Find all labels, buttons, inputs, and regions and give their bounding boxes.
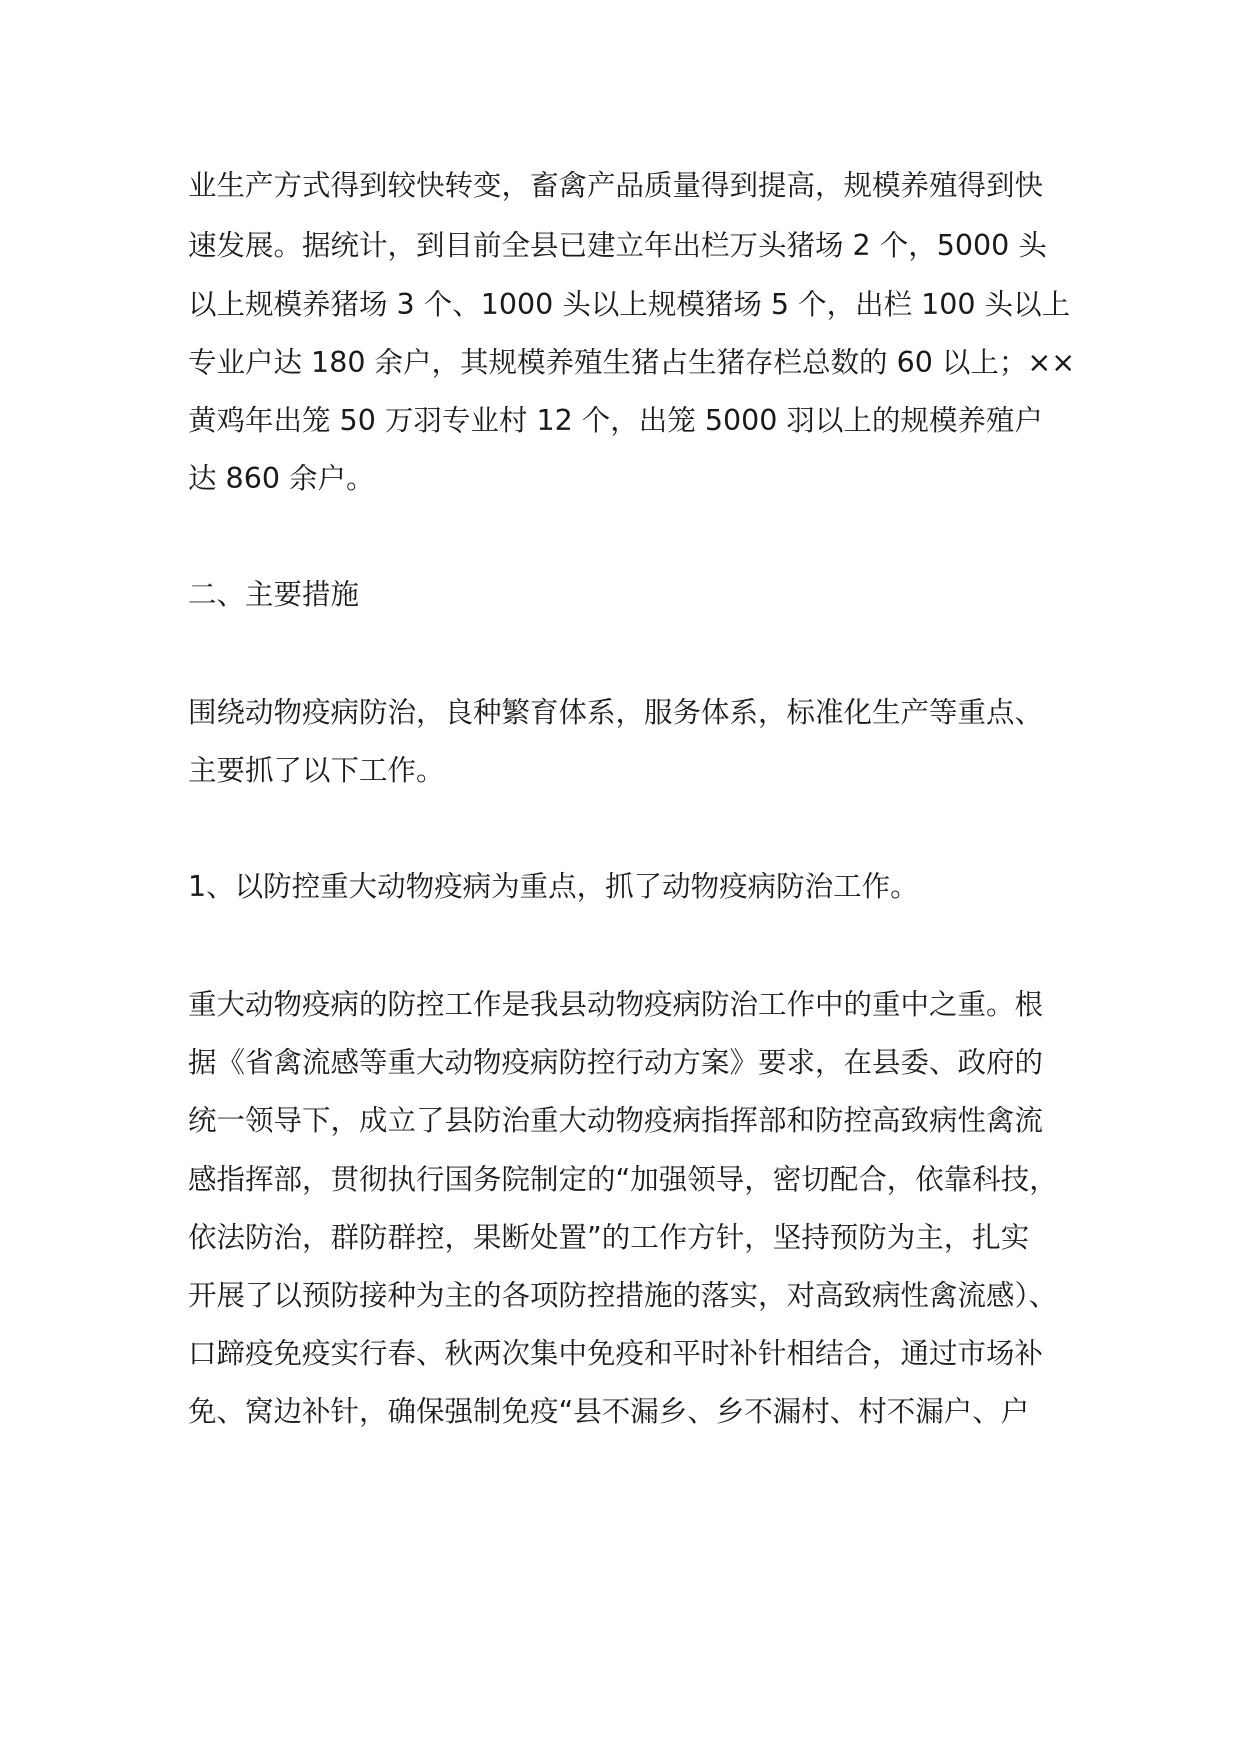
- text-line: 口蹄疫免疫实行春、秋两次集中免疫和平时补针相结合，通过市场补: [188, 1337, 1044, 1370]
- text-line: 据《省禽流感等重大动物疫病防控行动方案》要求，在县委、政府的: [188, 1046, 1044, 1079]
- text-line: 专业户达 180 余户，其规模养殖生猪占生猪存栏总数的 60 以上；××: [188, 346, 1076, 379]
- text-line: 以上规模养猪场 3 个、1000 头以上规模猪场 5 个，出栏 100 头以上: [188, 288, 1071, 321]
- text-line: 主要抓了以下工作。: [188, 754, 445, 787]
- text-line: 速发展。据统计，到目前全县已建立年出栏万头猪场 2 个，5000 头: [188, 229, 1047, 262]
- text-line: 感指挥部，贯彻执行国务院制定的“加强领导，密切配合，依靠科技，: [188, 1163, 1058, 1196]
- text-line: 围绕动物疫病防治，良种繁育体系，服务体系，标准化生产等重点、: [188, 696, 1044, 729]
- text-line: 达 860 余户。: [188, 462, 375, 495]
- text-line: 开展了以预防接种为主的各项防控措施的落实，对高致病性禽流感）、: [188, 1279, 1058, 1312]
- text-line: 统一领导下，成立了县防治重大动物疫病指挥部和防控高致病性禽流: [188, 1104, 1044, 1137]
- text-line: 免、窝边补针，确保强制免疫“县不漏乡、乡不漏村、村不漏户、户: [188, 1395, 1030, 1428]
- text-line: 业生产方式得到较快转变，畜禽产品质量得到提高，规模养殖得到快: [188, 169, 1044, 202]
- text-line: 重大动物疫病的防控工作是我县动物疫病防治工作中的重中之重。根: [188, 988, 1044, 1021]
- section-heading: 二、主要措施: [188, 578, 360, 611]
- text-line: 依法防治，群防群控，果断处置”的工作方针，坚持预防为主，扎实: [188, 1221, 1030, 1254]
- subheading: 1、以防控重大动物疫病为重点，抓了动物疫病防治工作。: [188, 870, 919, 903]
- text-line: 黄鸡年出笼 50 万羽专业村 12 个，出笼 5000 羽以上的规模养殖户: [188, 404, 1043, 437]
